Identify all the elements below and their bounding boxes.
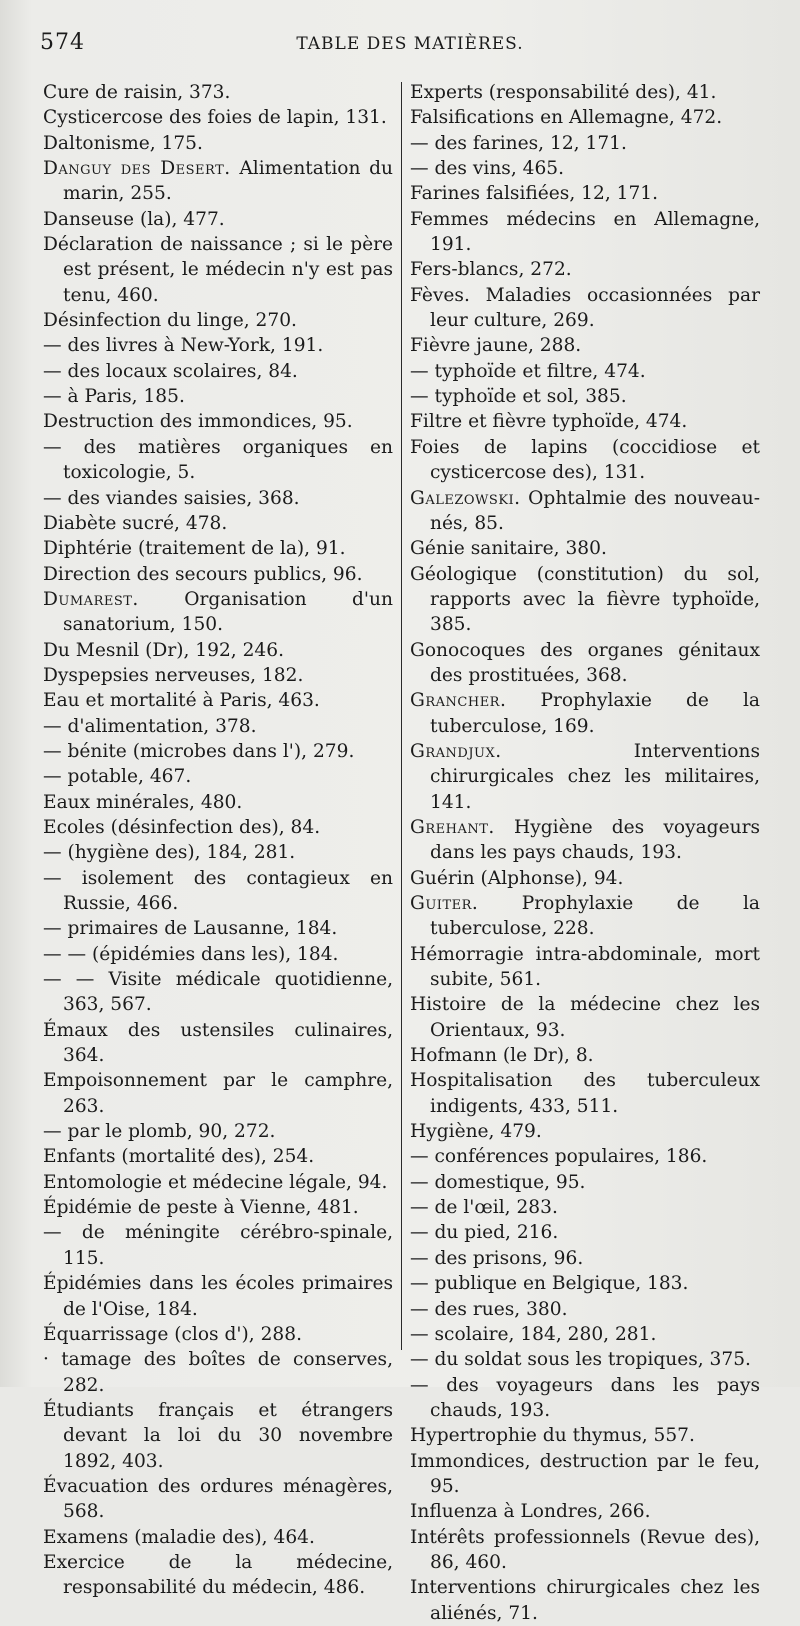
index-entry-author: Grehant.: [410, 816, 495, 838]
index-entry: [43, 232, 393, 308]
index-entry-text: Daltonisme, 175.: [43, 132, 203, 154]
index-entry-text: — publique en Belgique, 183.: [410, 1273, 689, 1295]
index-entry-text: Fèves. Maladies occasionnées par leur culture, 269.: [410, 284, 760, 332]
index-entry: [43, 1322, 393, 1347]
index-entry-author: Dumarest.: [43, 588, 139, 610]
index-entry: [43, 131, 393, 156]
index-entry: [410, 257, 760, 282]
index-entry: [43, 1525, 393, 1550]
index-entry-author: Grandjux.: [410, 740, 502, 762]
index-entry: [43, 688, 393, 713]
index-entry-text: Génie sanitaire, 380.: [410, 538, 607, 560]
index-entry-text: — des voyageurs dans les pays chauds, 193.: [410, 1374, 760, 1421]
index-entry-text: Prophylaxie de la tuberculose, 228.: [430, 893, 760, 940]
index-entry: [43, 790, 393, 815]
index-entry-text: — des matières organiques en toxicologie, 5.: [43, 436, 393, 484]
index-entry-text: Exercice de la médecine, responsabilité du médecin, 486.: [43, 1551, 393, 1599]
index-entry: [410, 638, 760, 689]
index-entry-text: Histoire de la médecine chez les Orientaux, 93.: [410, 994, 760, 1041]
index-entry: [43, 739, 393, 764]
index-entry: [410, 1347, 760, 1372]
index-entry-text: Empoisonnement par le camphre, 263.: [43, 1070, 393, 1117]
index-entry-author: Grancher.: [410, 690, 507, 712]
index-entry-text: — des rues, 380.: [410, 1298, 568, 1320]
index-entry: [410, 1144, 760, 1169]
index-entry-text: Foies de lapins (coccidiose et cysticercose des), 131.: [410, 436, 760, 484]
index-entry: [410, 156, 760, 181]
index-entry: [410, 1068, 760, 1119]
index-entry-text: — typhoïde et sol, 385.: [410, 386, 627, 408]
index-entry-text: Fièvre jaune, 288.: [410, 335, 582, 357]
index-entry-text: — potable, 467.: [43, 766, 192, 788]
index-entry-text: — de méningite cérébro-spinale, 115.: [43, 1222, 393, 1269]
index-entry-text: Guérin (Alphonse), 94.: [410, 867, 624, 889]
index-entry-text: Alimentation du marin, 255.: [63, 158, 393, 205]
index-entry-text: — du pied, 216.: [410, 1222, 559, 1244]
index-entry-text: Falsifications en Allemagne, 472.: [410, 107, 723, 129]
index-entry-text: — à Paris, 185.: [43, 386, 185, 408]
index-entry-text: — domestique, 95.: [410, 1171, 586, 1193]
index-entry: [410, 1220, 760, 1245]
index-entry: [43, 409, 393, 434]
index-entry-text: Hémorragie intra-abdominale, mort subite, 561.: [410, 943, 760, 991]
index-entry: [410, 891, 760, 942]
index-entry-text: — — Visite médicale quotidienne, 363, 567.: [43, 969, 393, 1016]
index-entry: [43, 105, 393, 130]
index-entry-text: Filtre et fièvre typhoïde, 474.: [410, 411, 688, 433]
index-entry: [43, 308, 393, 333]
index-entry: [410, 105, 760, 130]
index-entry: [410, 562, 760, 638]
index-entry-text: Cysticercose des foies de lapin, 131.: [43, 107, 387, 129]
index-entry: [410, 359, 760, 384]
index-entry-text: Hospitalisation des tuberculeux indigents, 433, 511.: [410, 1070, 760, 1117]
index-column-left: [43, 80, 393, 1601]
index-entry: [43, 80, 393, 105]
index-entry: [410, 992, 760, 1043]
index-entry-text: Farines falsifiées, 12, 171.: [410, 183, 659, 205]
index-entry: [410, 942, 760, 993]
index-entry: [43, 1271, 393, 1322]
index-entry: [43, 1220, 393, 1271]
index-entry-text: Destruction des immondices, 95.: [43, 411, 353, 433]
index-entry: [410, 283, 760, 334]
index-entry-text: Direction des secours publics, 96.: [43, 563, 363, 585]
index-entry-text: — (hygiène des), 184, 281.: [43, 842, 296, 864]
index-entry-text: — du soldat sous les tropiques, 375.: [410, 1349, 751, 1371]
index-entry-text: Étudiants français et étrangers devant la loi du 30 novembre 1892, 403.: [43, 1399, 393, 1472]
index-entry-text: Entomologie et médecine légale, 94.: [43, 1171, 388, 1193]
index-entry: [410, 409, 760, 434]
index-entry-text: Interventions chirurgicales chez les militaires, 141.: [430, 740, 760, 813]
index-entry-text: — des locaux scolaires, 84.: [43, 360, 298, 382]
index-entry-text: Influenza à Londres, 266.: [410, 1501, 651, 1523]
index-entry: [410, 1170, 760, 1195]
index-entry-text: Du Mesnil (Dr), 192, 246.: [43, 639, 284, 661]
index-entry: [410, 333, 760, 358]
index-entry: [410, 739, 760, 815]
index-entry-text: Intérêts professionnels (Revue des), 86, 460.: [410, 1526, 760, 1573]
index-entry: [43, 1195, 393, 1220]
index-entry: [43, 384, 393, 409]
index-entry: [410, 1195, 760, 1220]
index-entry-text: · tamage des boîtes de conserves, 282.: [43, 1349, 393, 1396]
index-entry: [43, 1119, 393, 1144]
running-title: TABLE DES MATIÈRES.: [296, 34, 524, 54]
index-entry-text: Eaux minérales, 480.: [43, 791, 243, 813]
index-entry: [410, 1119, 760, 1144]
index-entry-text: — scolaire, 184, 280, 281.: [410, 1323, 657, 1345]
index-entry: [410, 1525, 760, 1576]
index-entry: [43, 587, 393, 638]
index-entry-author: Guiter.: [410, 893, 479, 914]
index-entry-text: Déclaration de naissance ; si le père est présent, le médecin n'y est pas tenu, 460.: [43, 234, 393, 306]
index-entry-text: Hofmann (le Dr), 8.: [410, 1045, 594, 1067]
index-entry: [43, 536, 393, 561]
index-entry-text: Eau et mortalité à Paris, 463.: [43, 690, 320, 712]
index-entry: [43, 942, 393, 967]
index-entry-text: Femmes médecins en Allemagne, 191.: [410, 208, 760, 256]
index-entry: [410, 486, 760, 537]
index-entry: [410, 131, 760, 156]
index-entry-text: Équarrissage (clos d'), 288.: [43, 1323, 302, 1345]
index-entry-text: Hypertrophie du thymus, 557.: [410, 1425, 695, 1447]
index-entry-author: Galezowski.: [410, 487, 521, 509]
index-entry: [410, 435, 760, 486]
index-entry: [410, 181, 760, 206]
index-entry: [410, 1043, 760, 1068]
index-entry: [43, 207, 393, 232]
index-entry: [43, 714, 393, 739]
index-entry-text: — bénite (microbes dans l'), 279.: [43, 740, 355, 762]
index-entry-text: Examens (maladie des), 464.: [43, 1526, 315, 1548]
index-entry: [410, 1499, 760, 1524]
index-entry: [43, 1474, 393, 1525]
index-entry-text: — conférences populaires, 186.: [410, 1146, 708, 1168]
index-entry-text: Fers-blancs, 272.: [410, 259, 572, 281]
index-entry-text: — des livres à New-York, 191.: [43, 335, 324, 357]
index-entry-text: — des vins, 465.: [410, 158, 565, 180]
index-entry-text: — isolement des contagieux en Russie, 466.: [43, 867, 393, 914]
index-entry-text: Ophtalmie des nouveau-nés, 85.: [430, 487, 760, 534]
index-entry: [43, 359, 393, 384]
index-entry-text: Enfants (mortalité des), 254.: [43, 1146, 315, 1168]
index-entry: [43, 1068, 393, 1119]
page-number: 574: [40, 30, 85, 55]
index-entry: [43, 156, 393, 207]
index-entry-text: Experts (responsabilité des), 41.: [410, 82, 717, 103]
index-entry-text: Émaux des ustensiles culinaires, 364.: [43, 1019, 393, 1067]
index-entry-text: Hygiène, 479.: [410, 1121, 542, 1143]
index-entry: [410, 866, 760, 891]
index-entry: [43, 1347, 393, 1398]
index-entry: [410, 688, 760, 739]
column-divider: [401, 82, 402, 1350]
index-entry-text: — des farines, 12, 171.: [410, 132, 627, 154]
index-entry-text: Interventions chirurgicales chez les aliénés, 71.: [410, 1577, 760, 1624]
index-entry: [410, 536, 760, 561]
index-entry: [410, 384, 760, 409]
index-entry: [410, 1449, 760, 1500]
index-entry-text: Épidémies dans les écoles primaires de l'Oise, 184.: [43, 1273, 393, 1320]
index-entry: [410, 815, 760, 866]
index-entry: [410, 80, 760, 105]
index-entry-text: — par le plomb, 90, 272.: [43, 1121, 276, 1143]
index-entry: [410, 1246, 760, 1271]
index-entry-text: Organisation d'un sanatorium, 150.: [63, 588, 393, 636]
index-entry-text: Diphtérie (traitement de la), 91.: [43, 538, 346, 560]
index-entry: [43, 435, 393, 486]
index-entry: [410, 1297, 760, 1322]
index-entry: [43, 663, 393, 688]
index-column-right: [410, 80, 760, 1626]
index-entry-text: Immondices, destruction par le feu, 95.: [410, 1450, 760, 1497]
index-entry: [43, 815, 393, 840]
index-entry: [410, 1373, 760, 1424]
page-header: [40, 30, 780, 64]
index-entry-text: — typhoïde et filtre, 474.: [410, 360, 646, 382]
index-entry: [43, 764, 393, 789]
index-entry-text: Évacuation des ordures ménagères, 568.: [43, 1475, 393, 1523]
index-entry: [43, 916, 393, 941]
index-entry-text: — — (épidémies dans les), 184.: [43, 943, 339, 965]
index-entry: [43, 866, 393, 917]
index-entry: [410, 1575, 760, 1626]
index-entry: [43, 638, 393, 663]
index-entry: [410, 1271, 760, 1296]
index-entry: [43, 333, 393, 358]
index-entry: [43, 1398, 393, 1474]
index-entry-text: — primaires de Lausanne, 184.: [43, 918, 338, 940]
index-entry-text: Gonocoques des organes génitaux des prostituées, 368.: [410, 639, 760, 686]
index-entry-text: Danseuse (la), 477.: [43, 208, 225, 230]
index-entry-text: Hygiène des voyageurs dans les pays chauds, 193.: [430, 816, 760, 864]
index-entry-text: Ecoles (désinfection des), 84.: [43, 816, 321, 838]
index-entry: [43, 486, 393, 511]
index-entry-text: Géologique (constitution) du sol, rapports avec la fièvre typhoïde, 385.: [410, 563, 760, 636]
index-entry-text: — d'alimentation, 378.: [43, 715, 257, 737]
index-entry: [43, 1018, 393, 1069]
index-entry-text: Diabète sucré, 478.: [43, 512, 228, 534]
index-entry: [410, 207, 760, 258]
index-entry-author: Danguy des Desert.: [43, 158, 231, 180]
index-entry-text: — de l'œil, 283.: [410, 1197, 558, 1219]
index-entry: [43, 1144, 393, 1169]
index-entry: [43, 840, 393, 865]
index-entry: [43, 511, 393, 536]
index-entry: [43, 1550, 393, 1601]
index-entry-text: Épidémie de peste à Vienne, 481.: [43, 1197, 359, 1219]
index-entry-text: Cure de raisin, 373.: [43, 82, 231, 103]
index-entry-text: — des prisons, 96.: [410, 1247, 584, 1269]
index-entry-text: Dyspepsies nerveuses, 182.: [43, 664, 304, 686]
index-entry: [43, 1170, 393, 1195]
index-entry-text: Désinfection du linge, 270.: [43, 310, 297, 332]
index-entry-text: — des viandes saisies, 368.: [43, 487, 300, 509]
index-entry: [43, 562, 393, 587]
index-entry: [410, 1322, 760, 1347]
index-entry-text: Prophylaxie de la tuberculose, 169.: [430, 690, 760, 737]
index-entry: [410, 1423, 760, 1448]
index-entry: [43, 967, 393, 1018]
